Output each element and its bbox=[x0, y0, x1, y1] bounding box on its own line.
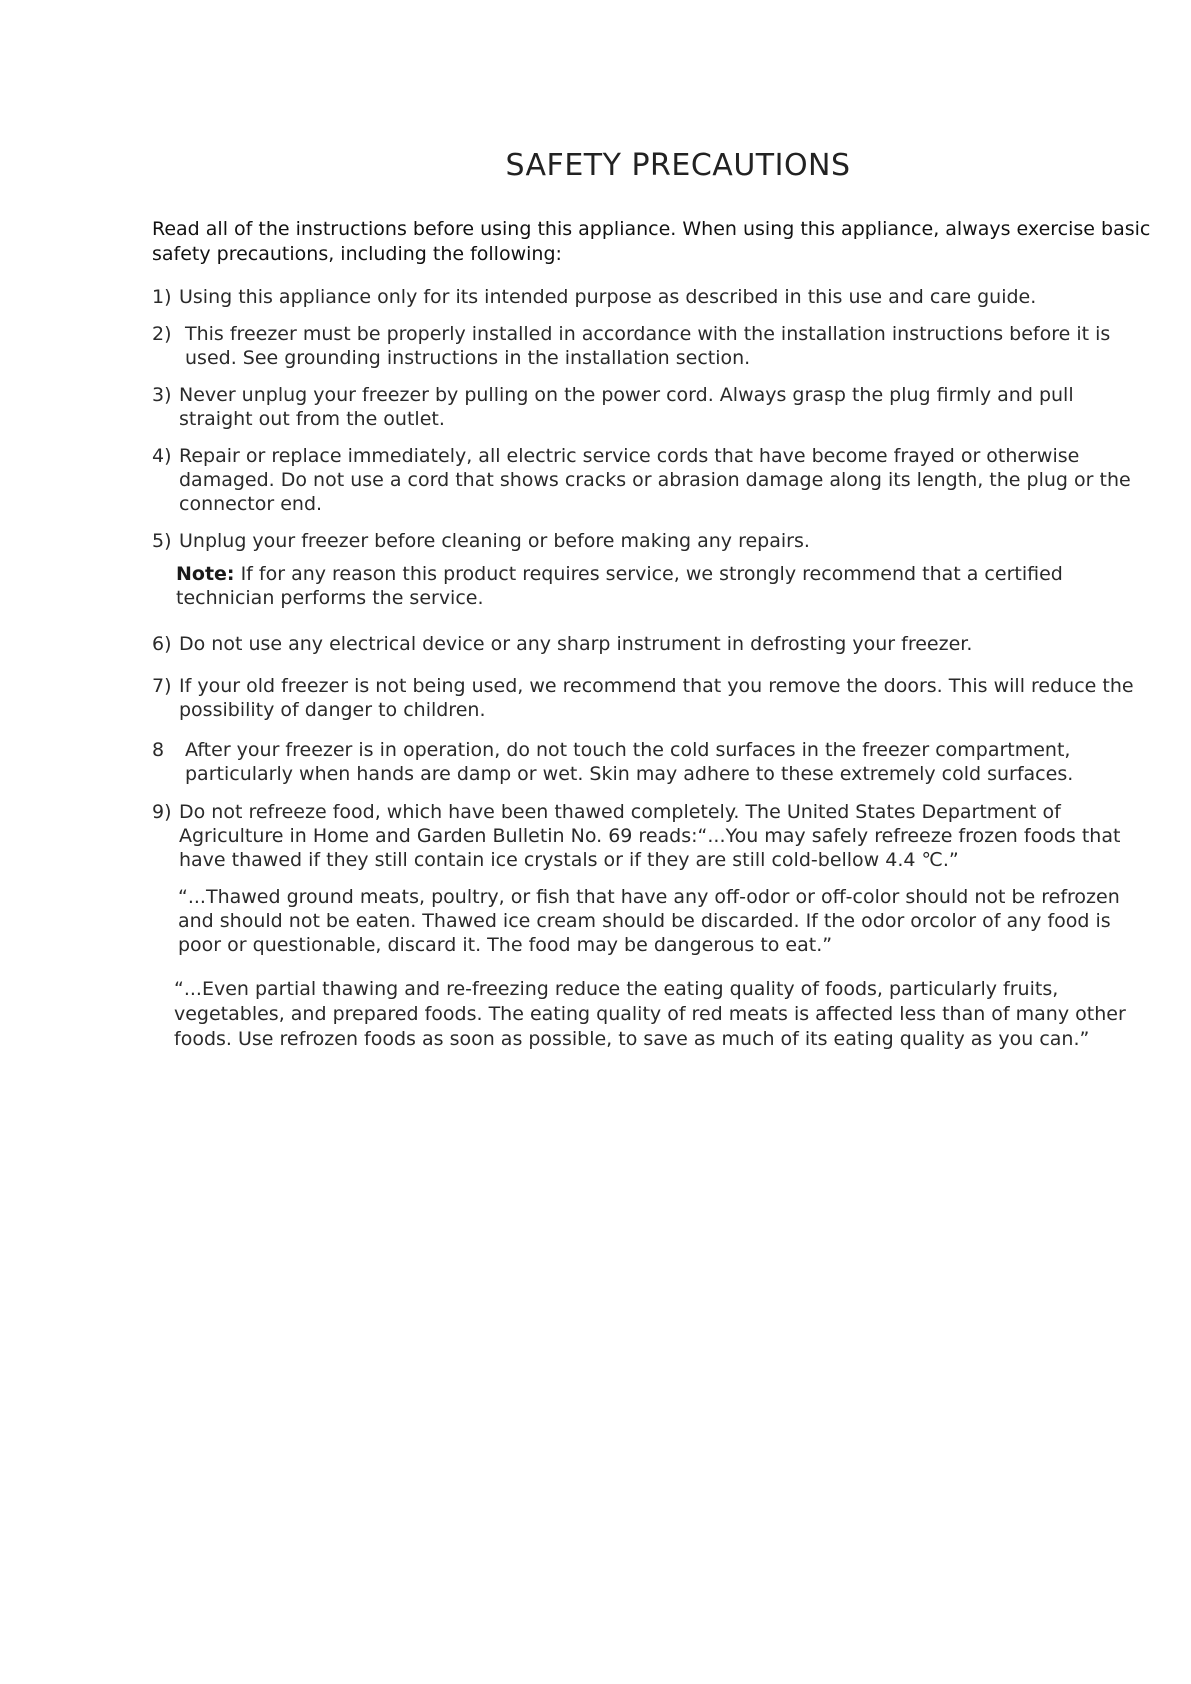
item-number: 9) bbox=[152, 801, 172, 823]
item-text: Never unplug your freezer by pulling on the power cord. Always grasp the plug firmly and pull straight out from the outlet. bbox=[179, 384, 1074, 430]
item-number: 2) bbox=[152, 323, 172, 345]
list-item-5 bbox=[152, 529, 1152, 553]
item-number: 4) bbox=[152, 445, 172, 467]
item-text: Repair or replace immediately, all electric service cords that have become frayed or otherwise damaged. Do not use a cord that shows cracks or abrasion damage along its length, the plug or the connector end. bbox=[179, 445, 1131, 515]
item-number: 8 bbox=[152, 739, 165, 761]
list-item-7 bbox=[152, 674, 1152, 722]
item-text: Do not refreeze food, which have been thawed completely. The United States Department of Agriculture in Home and Garden Bulletin No. 69 reads:“...You may safely refreeze frozen foods that have thawed if they still contain ice crystals or if they are still cold-bellow 4.4 ℃.” bbox=[179, 801, 1121, 871]
item-text: After your freezer is in operation, do not touch the cold surfaces in the freezer compartment, particularly when hands are damp or wet. Skin may adhere to these extremely cold surfaces. bbox=[185, 739, 1074, 785]
page-title: SAFETY PRECAUTIONS bbox=[505, 148, 851, 183]
list-item-1 bbox=[152, 285, 1152, 309]
list-item-4 bbox=[152, 444, 1152, 516]
note-label: Note: bbox=[176, 563, 235, 585]
list-item-9 bbox=[152, 800, 1152, 872]
intro-paragraph: Read all of the instructions before using this appliance. When using this appliance, always exercise basic safety precautions, including the following: bbox=[152, 218, 1151, 265]
list-item-2 bbox=[152, 322, 1152, 370]
item-text: Using this appliance only for its intended purpose as described in this use and care guide. bbox=[179, 286, 1037, 308]
list-item-6 bbox=[152, 632, 1152, 656]
item-number: 3) bbox=[152, 384, 172, 406]
item-text: This freezer must be properly installed in accordance with the installation instructions before it is used. See grounding instructions in the installation section. bbox=[185, 323, 1111, 369]
quote-paragraph: “...Even partial thawing and re-freezing reduce the eating quality of foods, particularly fruits, vegetables, and prepared foods. The eating quality of red meats is affected less than of many other foods. Use refrozen foods as soon as possible, to save as much of its eating quality as you can.” bbox=[174, 978, 1126, 1050]
item-number: 1) bbox=[152, 286, 172, 308]
item-number: 5) bbox=[152, 530, 172, 552]
list-item-8 bbox=[152, 738, 1152, 786]
quote-paragraph: “...Thawed ground meats, poultry, or fish that have any off-odor or off-color should not be refrozen and should not be eaten. Thawed ice cream should be discarded. If the odor orcolor of any food is poor or questionable, discard it. The food may be dangerous to eat.” bbox=[178, 886, 1120, 956]
document-page bbox=[152, 148, 1152, 1072]
item-number: 7) bbox=[152, 675, 172, 697]
item-number: 6) bbox=[152, 633, 172, 655]
list-item-3 bbox=[152, 383, 1152, 431]
item-text: If your old freezer is not being used, we recommend that you remove the doors. This will reduce the possibility of danger to children. bbox=[179, 675, 1134, 721]
service-note bbox=[176, 562, 1152, 610]
note-text: If for any reason this product requires service, we strongly recommend that a certified technician performs the service. bbox=[176, 563, 1063, 609]
item-text: Unplug your freezer before cleaning or before making any repairs. bbox=[179, 530, 810, 552]
item-text: Do not use any electrical device or any sharp instrument in defrosting your freezer. bbox=[179, 633, 973, 655]
